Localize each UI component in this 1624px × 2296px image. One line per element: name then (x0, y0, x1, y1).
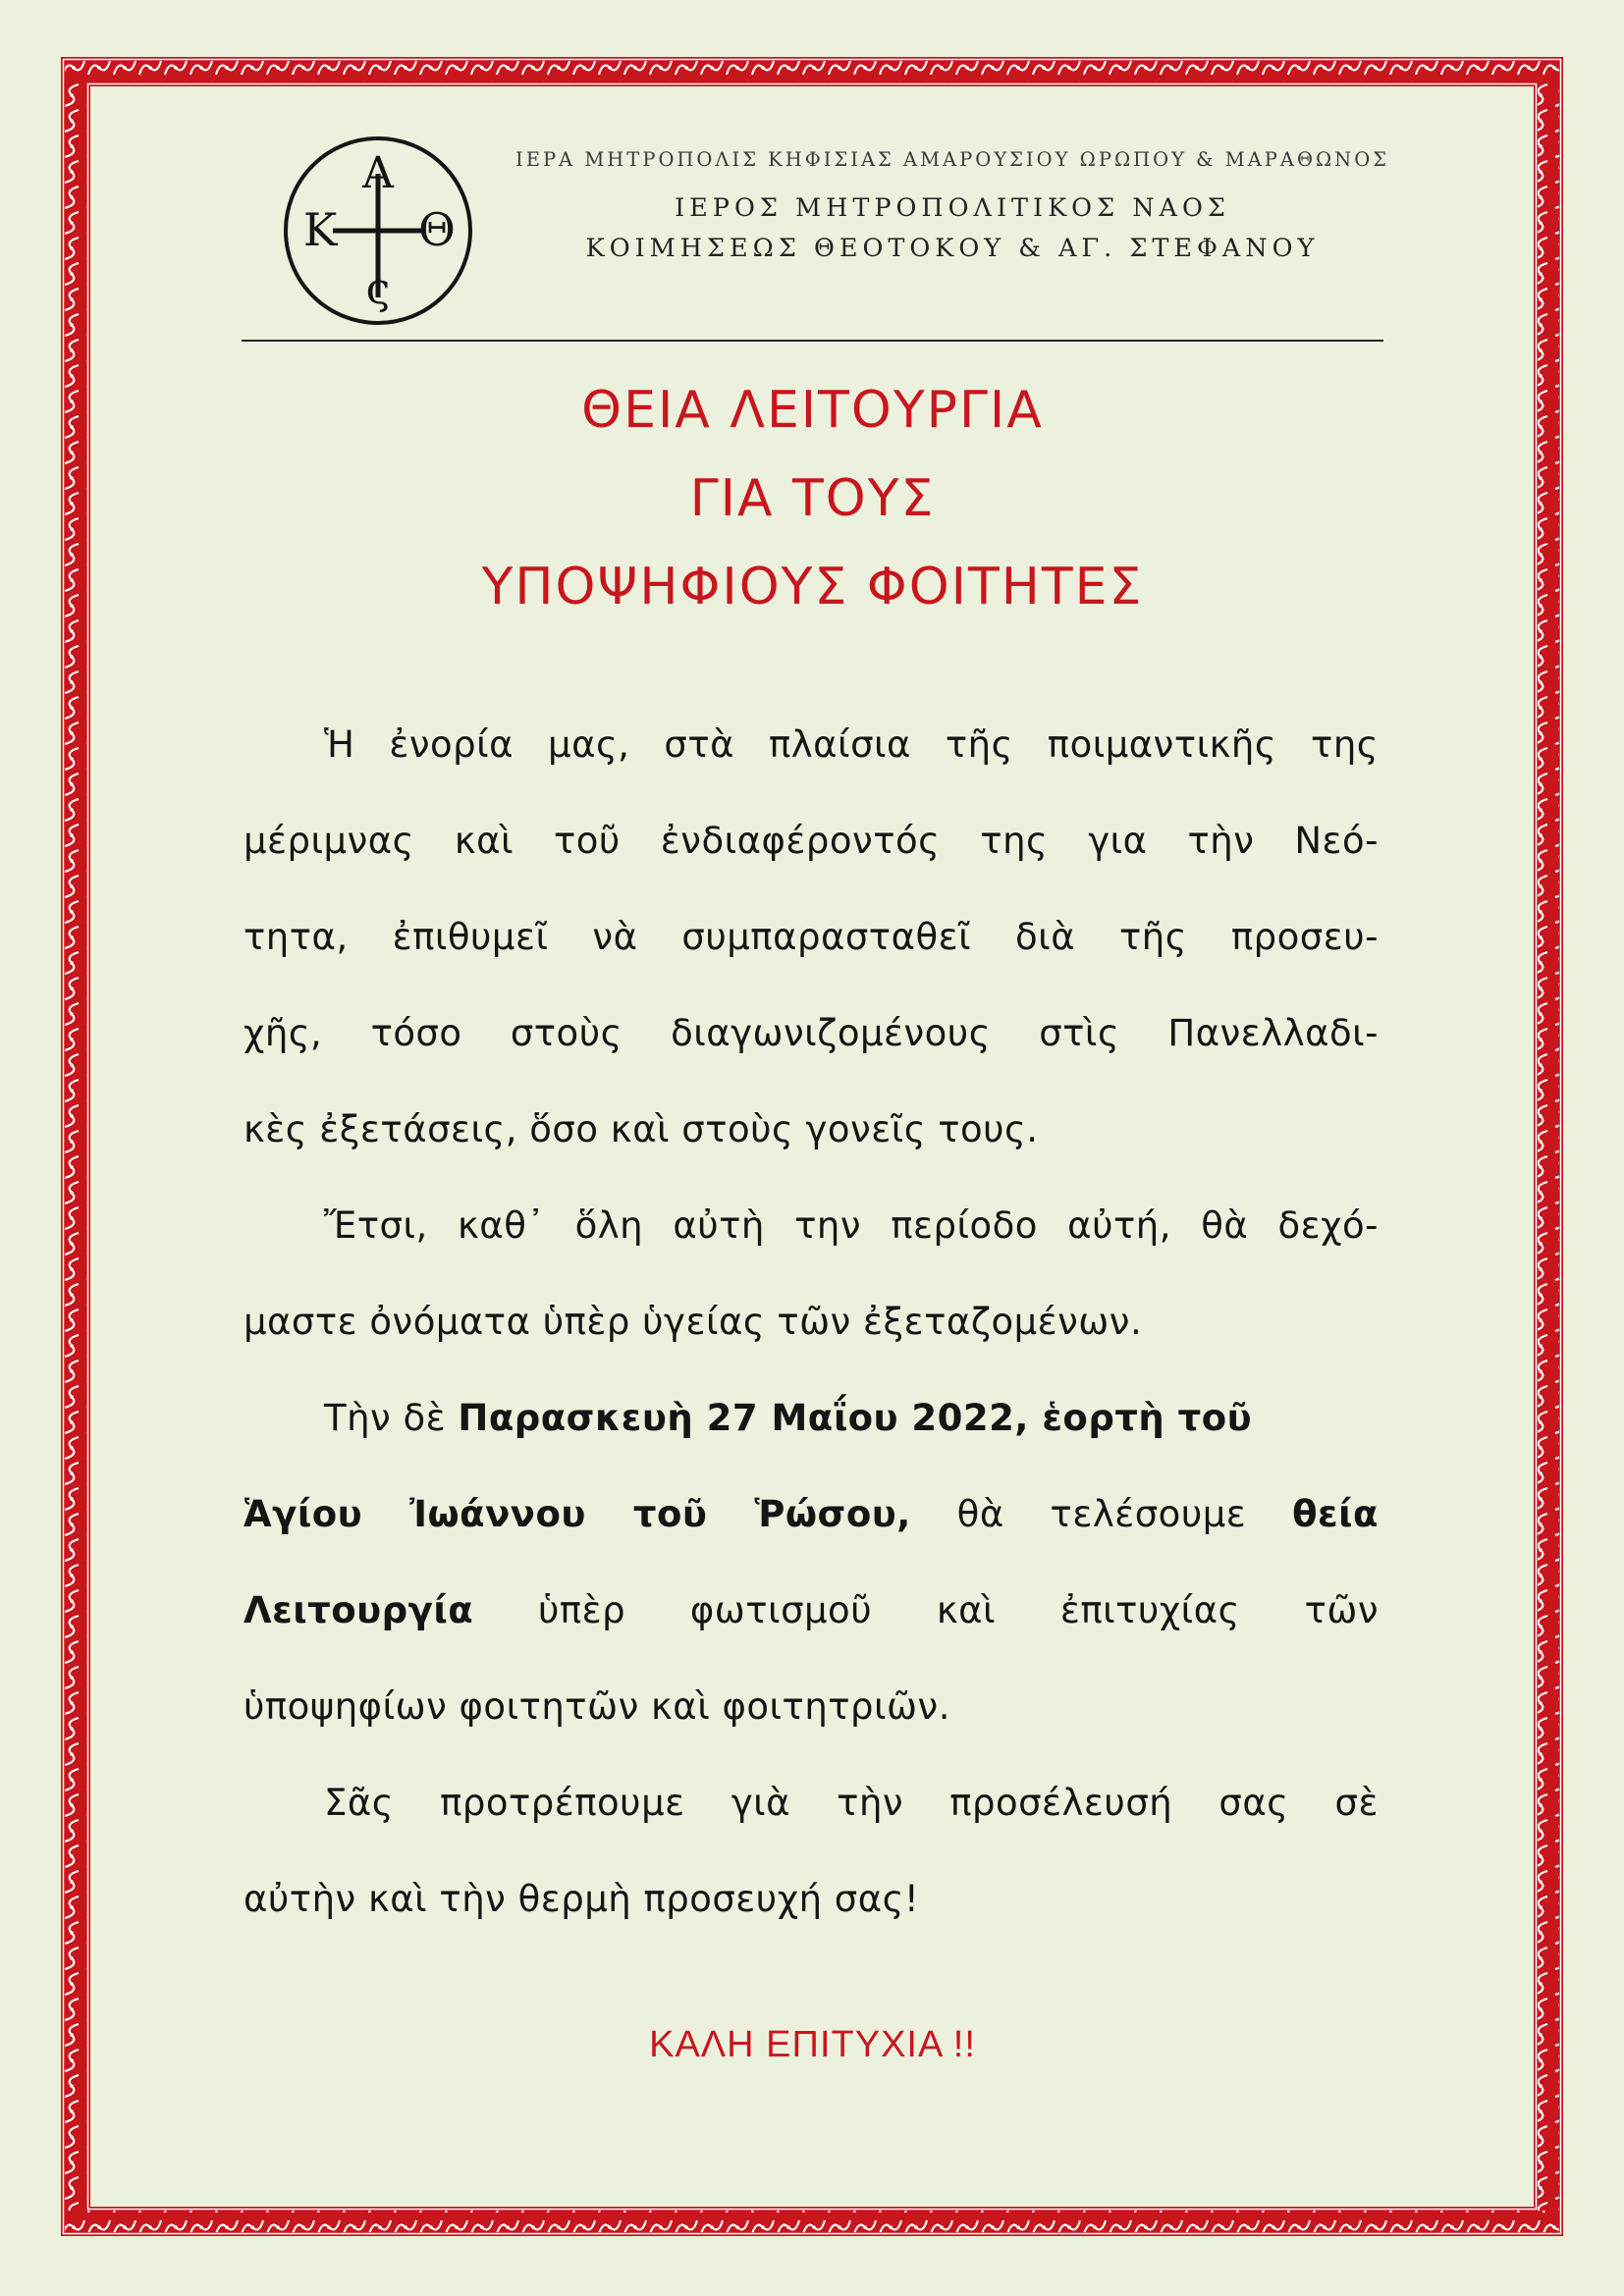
paragraph-3-line-2 (244, 1467, 1379, 1563)
title-line-3: ΥΠΟΨΗΦΙΟΥΣ ΦΟΙΤΗΤΕΣ (481, 558, 1144, 616)
title-line-1: ΘΕΙΑ ΛΕΙΤΟΥΡΓΙΑ (581, 381, 1044, 440)
paragraph-1-line-1: Ἡ ἐνορία μας, στὰ πλαίσια τῆς ποιμαντικῆς της (324, 723, 1379, 766)
paragraph-2-line-2: μαστε ὀνόματα ὑπὲρ ὑγείας τῶν ἐξεταζομένων. (244, 1301, 1143, 1343)
logo-letter-sigma: ς (365, 264, 391, 314)
title-line-2: ΓΙΑ ΤΟΥΣ (689, 469, 936, 528)
closing-wish: ΚΑΛΗ ΕΠΙΤΥΧΙΑ !! (649, 2024, 976, 2065)
logo-letter-alpha: Α (362, 148, 394, 198)
announcement-body (244, 697, 1379, 1948)
text-run: Τὴν δὲ (324, 1397, 459, 1439)
church-seal-icon (282, 134, 474, 327)
text-run: θὰ τελέσουμε (910, 1493, 1293, 1535)
church-name: ΙΕΡΟΣ ΜΗΤΡΟΠΟΛΙΤΙΚΟΣ ΝΑΟΣ (675, 193, 1230, 223)
logo-letter-theta: Θ (418, 203, 456, 256)
metropolis-name: ΙΕΡΑ ΜΗΤΡΟΠΟΛΙΣ ΚΗΦΙΣΙΑΣ ΑΜΑΡΟΥΣΙΟΥ ΩΡΩΠΟΥ & ΜΑΡΑΘΩΝΟΣ (515, 148, 1389, 171)
logo-letter-kappa: Κ (302, 203, 338, 256)
church-dedication: ΚΟΙΜΗΣΕΩΣ ΘΕΟΤΟΚΟΥ & ΑΓ. ΣΤΕΦΑΝΟΥ (585, 234, 1320, 263)
paragraph-1-line-2: μέριμνας καὶ τοῦ ἐνδιαφέροντός της για τὴν Νεό- (244, 820, 1379, 862)
liturgy-word: θεία (1292, 1493, 1379, 1535)
paragraph-2-line-1: Ἔτσι, καθ᾽ ὅλη αὐτὴ την περίοδο αὐτή, θὰ δεχό- (324, 1204, 1379, 1247)
paragraph-3-line-4: ὑποψηφίων φοιτητῶν καὶ φοιτητριῶν. (244, 1685, 950, 1728)
paragraph-4-line-1: Σᾶς προτρέπουμε γιὰ τὴν προσέλευσή σας σὲ (324, 1782, 1379, 1824)
paragraph-3-line-3 (244, 1563, 1379, 1659)
liturgy-word: Λειτουργία (244, 1589, 474, 1631)
text-run: ὑπὲρ φωτισμοῦ καὶ ἐπιτυχίας τῶν (473, 1589, 1379, 1631)
feast-saint: Ἁγίου Ἰωάννου τοῦ Ῥώσου, (244, 1493, 911, 1535)
paragraph-4-line-2: αὐτὴν καὶ τὴν θερμὴ προσευχή σας! (244, 1878, 920, 1920)
paragraph-1-line-3: τητα, ἐπιθυμεῖ νὰ συμπαρασταθεῖ διὰ τῆς προσευ- (244, 916, 1379, 958)
paragraph-1-line-4: χῆς, τόσο στοὺς διαγωνιζομένους στὶς Πανελλαδι- (244, 1012, 1379, 1054)
event-date: Παρασκευὴ 27 Μαΐου 2022, ἑορτὴ τοῦ (458, 1397, 1253, 1439)
header-divider (242, 340, 1383, 342)
paragraph-1-line-5: κὲς ἐξετάσεις, ὅσο καὶ στοὺς γονεῖς τους. (244, 1108, 1039, 1150)
paragraph-3-line-1 (244, 1370, 1379, 1467)
